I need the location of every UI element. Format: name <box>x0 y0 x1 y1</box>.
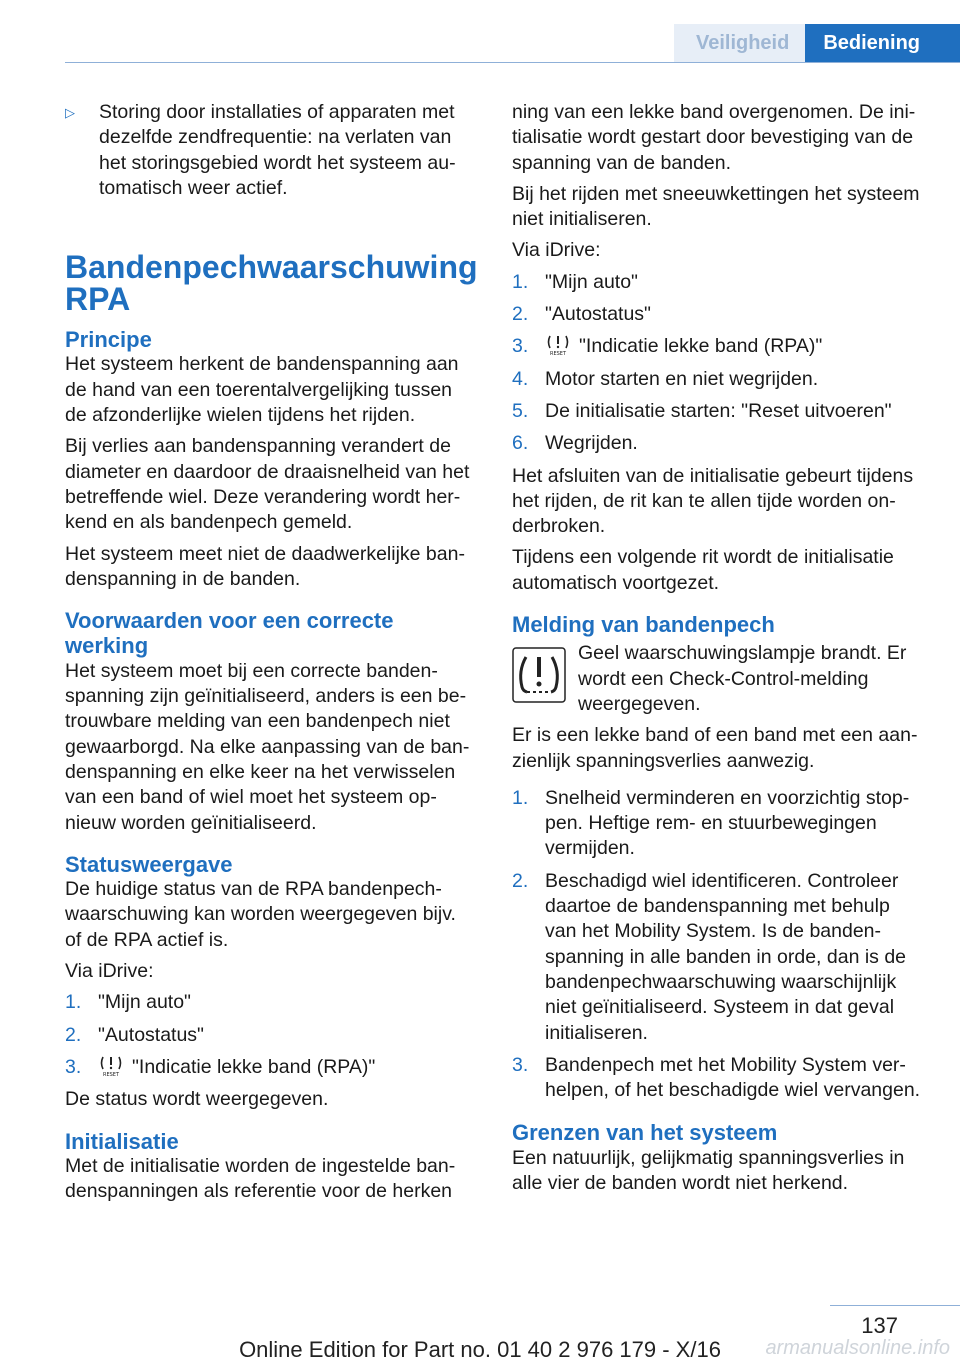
principe-paragraph-2: Bij verlies aan bandenspanning verandert de diameter en daardoor de draaisnelheid van het betreffende wiel. Deze verandering wordt herkend en als bandenpech gemeld. <box>65 435 470 534</box>
melding-paragraph: Er is een lekke band of een band met een aanzienlijk spanningsverlies aanwezig. <box>512 724 918 772</box>
list-item: 4. Motor starten en niet wegrijden. <box>512 367 819 390</box>
melding-heading: Melding van bandenpech <box>512 612 775 638</box>
tire-pressure-reset-icon <box>545 334 571 356</box>
init-steps <box>512 270 924 457</box>
svg-text:RESET: RESET <box>102 1071 120 1077</box>
right-column <box>512 100 924 1202</box>
list-item: 3. Bandenpech met het Mobility System verhelpen, of het beschadigde wiel vervangen. <box>512 1053 921 1102</box>
list-item: 2. "Autostatus" <box>65 1023 204 1046</box>
warning-lamp-block <box>512 641 924 717</box>
status-steps <box>65 990 477 1080</box>
chapter-tabs <box>674 24 960 62</box>
via-idrive-label: Via iDrive: <box>512 239 601 262</box>
list-item: 2. Beschadigd wiel identificeren. Controleer daartoe de bandenspanning met behulp van het Mobility System. Is de bandenspanning in alle banden in orde, dan is de bandenpechwaarschuwing waarschijnlijk niet geïnitialiseerd. Systeem in dat geval initialiseren. <box>512 869 907 1044</box>
status-result: De status wordt weergegeven. <box>65 1088 329 1111</box>
grenzen-paragraph: Een natuurlijk, gelijkmatig spanningsverlies in alle vier de banden wordt niet herkend. <box>512 1146 905 1194</box>
watermark: armanualsonline.info <box>765 1337 950 1359</box>
section-title-line2: RPA <box>65 281 131 318</box>
tab-bediening[interactable]: Bediening <box>805 24 960 62</box>
list-item: 6. Wegrijden. <box>512 432 638 455</box>
triangle-bullet-icon: ▷ <box>65 105 75 120</box>
list-item: 3. RESET "Indicatie lekke band (RPA)" <box>512 335 823 358</box>
edition-footer: Online Edition for Part no. 01 40 2 976 179 - X/16 <box>239 1337 721 1362</box>
tire-pressure-reset-icon <box>98 1055 124 1077</box>
status-paragraph: De huidige status van de RPA bandenpechwaarschuwing kan worden weergegeven bijv. of de RPA actief is. <box>65 878 456 951</box>
principe-paragraph-1: Het systeem herkent de bandenspanning aan de hand van een toerentalvergelijking tussen de afzonderlijke wielen tijdens het rijden. <box>65 353 459 427</box>
snow-chains-paragraph: Bij het rijden met sneeuwkettingen het systeem niet initialiseren. <box>512 182 920 231</box>
section-title-line1: Bandenpechwaarschuwing <box>65 249 478 286</box>
header-divider <box>65 62 960 63</box>
melding-steps <box>512 786 924 1104</box>
finish-paragraph: Het afsluiten van de initialisatie gebeurt tijdens het rijden, de rit kan te allen tijde worden onderbroken. <box>512 464 914 538</box>
via-idrive-label: Via iDrive: <box>65 960 154 983</box>
voorwaarden-paragraph: Het systeem moet bij een correcte bandenspanning zijn geïnitialiseerd, anders is een betrouwbare melding van een bandenpech niet gewaarborgd. Na elke aanpassing van de bandenspanning en elke keer na het verwisselen van een band of wiel moet het systeem opnieuw worden geïnitialiseerd. <box>65 659 470 834</box>
list-item: 5. De initialisatie starten: "Reset uitvoeren" <box>512 399 892 422</box>
section-title <box>65 249 478 318</box>
list-item: 1. Snelheid verminderen en voorzichtig stoppen. Heftige rem- en stuurbewegingen vermijden. <box>512 786 910 860</box>
initialisatie-paragraph: Met de initialisatie worden de ingestelde bandenspanningen als referentie voor de herken <box>65 1154 456 1203</box>
grenzen-heading: Grenzen van het systeem <box>512 1120 778 1146</box>
svg-text:RESET: RESET <box>549 351 567 357</box>
bullet-text: Storing door installaties of apparaten met dezelfde zendfrequentie: na verlaten van het storingsgebied wordt het systeem automatisch weer actief. <box>99 101 456 199</box>
list-item: 2. "Autostatus" <box>512 303 651 326</box>
left-column <box>65 100 477 1210</box>
tab-veiligheid[interactable]: Veiligheid <box>674 24 805 62</box>
list-item: 1. "Mijn auto" <box>512 270 638 293</box>
footer-divider <box>830 1305 960 1306</box>
list-item: 3. RESET "Indicatie lekke band (RPA)" <box>65 1055 376 1078</box>
next-ride-paragraph: Tijdens een volgende rit wordt de initialisatie automatisch voortgezet. <box>512 546 894 594</box>
bullet-item <box>65 100 477 201</box>
page-number: 137 <box>861 1313 898 1338</box>
voorwaarden-heading: Voorwaarden voor een correcte werking <box>65 608 394 659</box>
principe-heading: Principe <box>65 327 152 353</box>
tire-pressure-warning-icon <box>512 647 566 703</box>
warning-lamp-text: Geel waarschuwingslampje brandt. Er wordt een Check-Control-melding weergegeven. <box>578 642 907 715</box>
status-heading: Statusweergave <box>65 851 233 877</box>
initialisatie-heading: Initialisatie <box>65 1128 179 1154</box>
continued-paragraph: ning van een lekke band overgenomen. De initialisatie wordt gestart door bevestiging van de spanning van de banden. <box>512 101 916 174</box>
principe-paragraph-3: Het systeem meet niet de daadwerkelijke bandenspanning in de banden. <box>65 542 465 590</box>
list-item: 1. "Mijn auto" <box>65 991 191 1014</box>
